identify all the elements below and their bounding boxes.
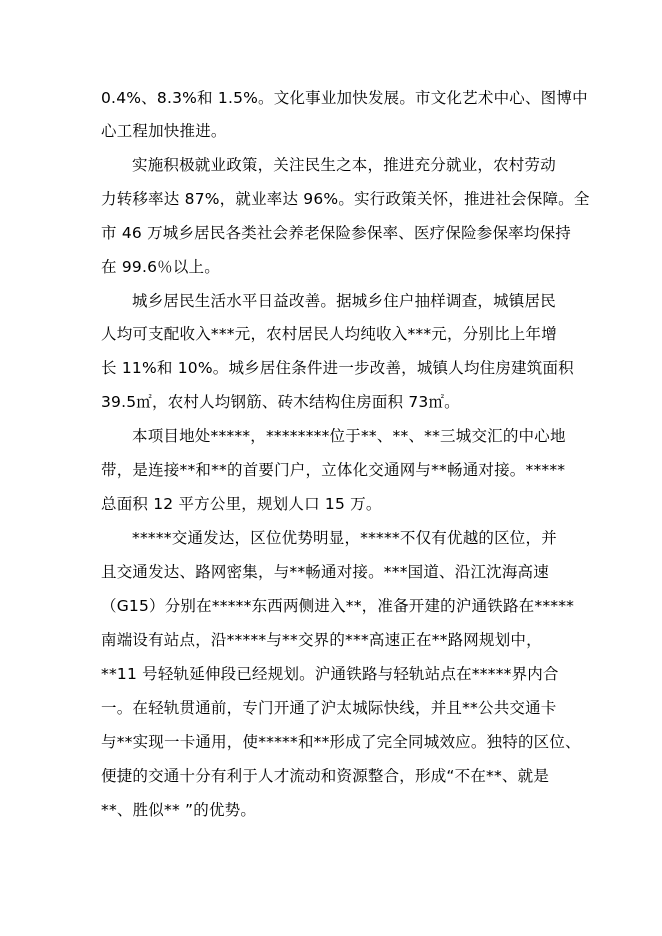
paragraph-2-line-3: 市 46 万城乡居民各类社会养老保险参保率、医疗保险参保率均保持 xyxy=(101,224,571,242)
paragraph-3-line-1: 城乡居民生活水平日益改善。据城乡住户抽样调查，城镇居民 xyxy=(132,292,556,310)
paragraph-5-line-5: **11 号轻轨延伸段已经规划。沪通铁路与轻轨站点在*****界内合 xyxy=(101,665,559,683)
paragraph-5-line-3: （G15）分别在*****东西两侧进入**，准备开建的沪通铁路在***** xyxy=(101,597,575,615)
paragraph-3-line-2: 人均可支配收入***元，农村居民人均纯收入***元，分别比上年增 xyxy=(101,325,557,343)
paragraph-5-line-2: 且交通发达、路网密集，与**畅通对接。***国道、沿江沈海高速 xyxy=(101,563,549,581)
paragraph-5-line-6: 一。在轻轨贯通前，专门开通了沪太城际快线，并且**公共交通卡 xyxy=(101,699,557,717)
paragraph-4-line-1: 本项目地处*****，********位于**、**、**三城交汇的中心地 xyxy=(132,427,566,445)
paragraph-5-line-7: 与**实现一卡通用，使*****和**形成了完全同城效应。独特的区位、 xyxy=(101,733,581,751)
paragraph-2-line-1: 实施积极就业政策，关注民生之本，推进充分就业，农村劳动 xyxy=(132,156,556,174)
paragraph-2-line-2: 力转移率达 87%，就业率达 96%。实行政策关怀，推进社会保障。全 xyxy=(101,190,590,208)
paragraph-5-line-1: *****交通发达，区位优势明显，*****不仅有优越的区位，并 xyxy=(132,529,557,547)
paragraph-5-line-4: 南端设有站点，沿*****与**交界的***高速正在**路网规划中， xyxy=(101,631,542,649)
paragraph-1-line-2: 心工程加快推进。 xyxy=(101,122,227,140)
paragraph-2-line-4: 在 99.6％以上。 xyxy=(101,258,220,276)
paragraph-5-line-9: **、胜似** ”的优势。 xyxy=(101,801,257,819)
paragraph-5-line-8: 便捷的交通十分有利于人才流动和资源整合，形成“不在**、就是 xyxy=(101,767,550,785)
paragraph-3-line-4: 39.5㎡，农村人均钢筋、砖木结构住房面积 73㎡。 xyxy=(101,393,460,411)
paragraph-4-line-3: 总面积 12 平方公里，规划人口 15 万。 xyxy=(101,495,382,513)
paragraph-4-line-2: 带，是连接**和**的首要门户，立体化交通网与**畅通对接。***** xyxy=(101,461,566,479)
paragraph-3-line-3: 长 11%和 10%。城乡居住条件进一步改善，城镇人均住房建筑面积 xyxy=(101,359,574,377)
paragraph-1-line-1: 0.4%、8.3%和 1.5%。文化事业加快发展。市文化艺术中心、图博中 xyxy=(101,89,588,107)
